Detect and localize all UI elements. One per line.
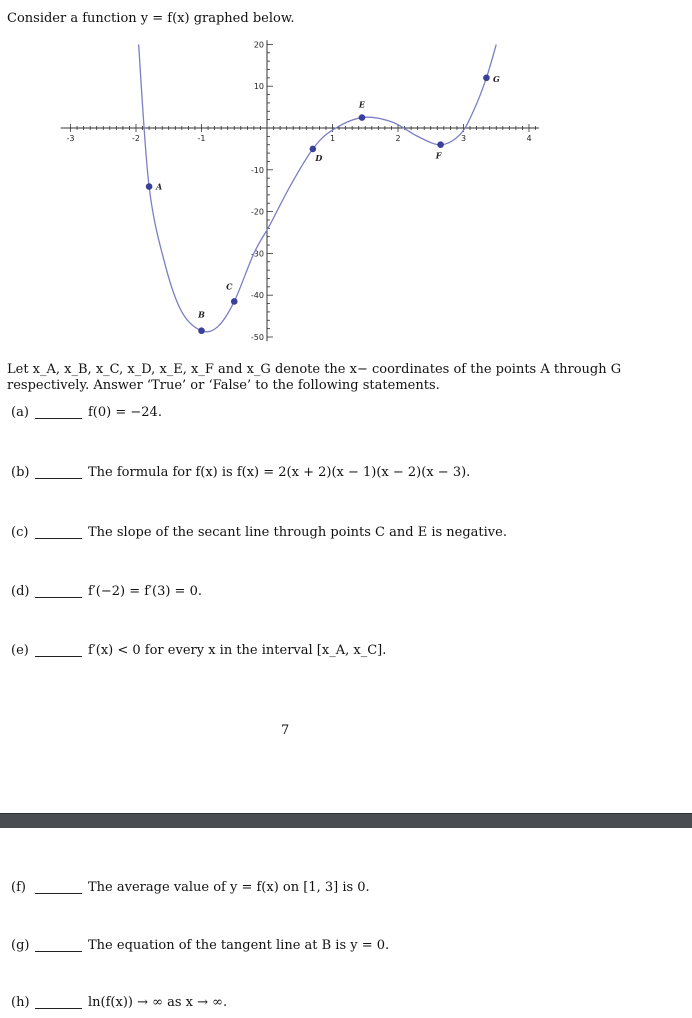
x-tick-label: 4 [526, 134, 532, 143]
point-a [146, 183, 153, 190]
question-g [11, 938, 390, 953]
point-b [198, 327, 205, 334]
y-tick-label: -30 [250, 249, 264, 259]
question-label: (f) [11, 880, 26, 895]
answer-blank[interactable] [35, 656, 82, 657]
question-text: The slope of the secant line through points C and E is negative. [88, 525, 507, 540]
question-text: f(0) = −24. [88, 405, 162, 420]
answer-blank[interactable] [35, 893, 82, 894]
answer-blank[interactable] [35, 538, 82, 539]
x-tick-label: 3 [460, 134, 467, 143]
answer-blank[interactable] [35, 478, 82, 479]
question-text: The equation of the tangent line at B is y = 0. [88, 938, 390, 953]
question-label: (e) [11, 643, 29, 658]
x-tick-label: 2 [395, 134, 401, 143]
answer-blank[interactable] [35, 597, 82, 598]
question-e [11, 643, 387, 658]
question-label: (c) [11, 525, 29, 540]
question-b [11, 465, 471, 480]
y-tick-label: -50 [250, 333, 264, 342]
question-label: (d) [11, 584, 30, 599]
y-tick-label: -40 [250, 291, 264, 301]
point-label-c: C [226, 281, 233, 292]
page-divider [0, 813, 692, 828]
point-label-g: G [493, 73, 500, 84]
answer-blank[interactable] [35, 951, 82, 952]
x-tick-label: -3 [66, 134, 75, 143]
page-number: 7 [281, 723, 290, 738]
point-g [483, 75, 490, 82]
instructions-paragraph: Let x_A, x_B, x_C, x_D, x_E, x_F and x_G denote the x− coordinates of the points A through G respectively. Answer ‘True’ or ‘False’ to the following statements. [7, 362, 622, 393]
y-tick-label: -20 [250, 207, 264, 217]
x-tick-label: 1 [329, 134, 336, 143]
question-f [11, 880, 370, 895]
point-label-d: D [315, 152, 323, 163]
question-label: (b) [11, 465, 30, 480]
question-text: f′(x) < 0 for every x in the interval [x_A, x_C]. [88, 643, 387, 658]
question-label: (h) [11, 995, 30, 1010]
question-a [11, 405, 162, 420]
y-tick-label: 20 [253, 40, 264, 50]
answer-blank[interactable] [35, 418, 82, 419]
question-text: ln(f(x)) → ∞ as x → ∞. [88, 995, 228, 1010]
question-h [11, 995, 228, 1010]
point-d [310, 146, 317, 153]
question-c [11, 525, 507, 540]
y-tick-label: -10 [250, 165, 264, 175]
question-label: (g) [11, 938, 30, 953]
point-e [359, 114, 366, 121]
function-graph [40, 30, 560, 350]
question-text: The average value of y = f(x) on [1, 3] is 0. [88, 880, 370, 895]
intro-text: Consider a function y = f(x) graphed below. [7, 11, 295, 26]
point-label-e: E [358, 99, 366, 110]
point-f [437, 141, 444, 148]
function-curve [139, 44, 497, 331]
x-tick-label: -2 [132, 134, 140, 143]
point-c [231, 298, 238, 305]
question-d [11, 584, 202, 599]
x-tick-label: -1 [197, 134, 206, 143]
point-label-b: B [198, 309, 205, 320]
question-text: f′(−2) = f′(3) = 0. [88, 584, 202, 599]
answer-blank[interactable] [35, 1008, 82, 1009]
point-label-a: A [155, 181, 163, 192]
question-text: The formula for f(x) is f(x) = 2(x + 2)(x − 1)(x − 2)(x − 3). [88, 465, 471, 480]
point-label-f: F [435, 150, 442, 161]
y-tick-label: 10 [253, 82, 264, 92]
question-label: (a) [11, 405, 29, 420]
